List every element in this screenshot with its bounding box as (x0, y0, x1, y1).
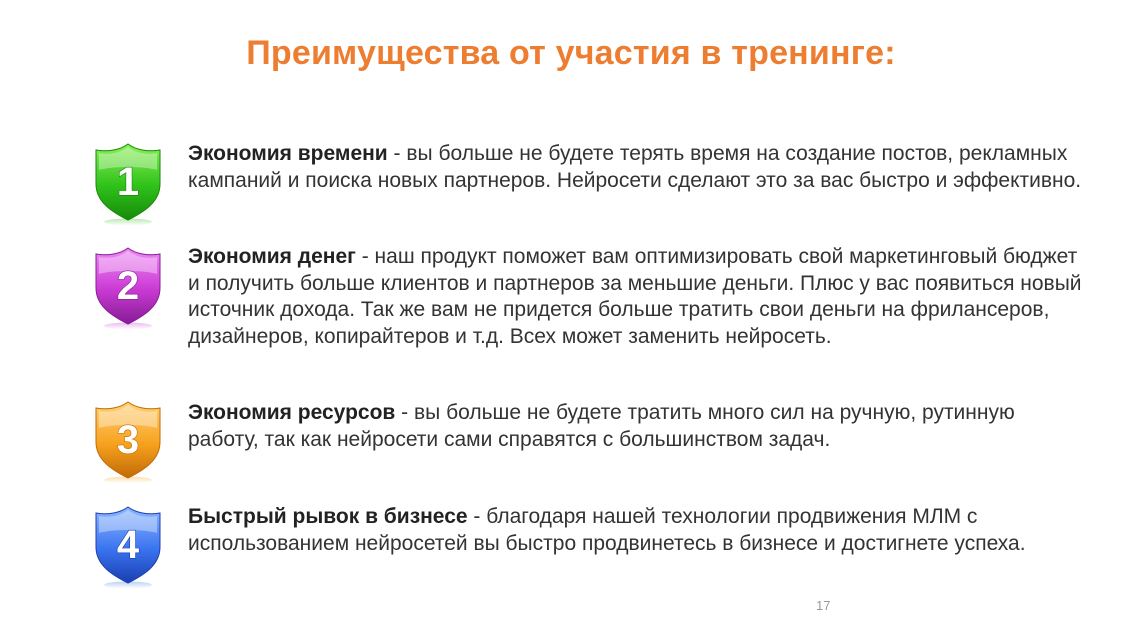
green-shield-icon (92, 140, 164, 226)
benefit-description-1: - вы больше не будете терять время на создание постов, рекламных кампаний и поиска новых партнеров. Нейросети сделают это за вас быстро и эффективно. (188, 142, 1082, 192)
benefit-text-4 (188, 504, 1088, 557)
purple-shield-icon (92, 244, 164, 330)
badge-number: 4 (116, 523, 140, 567)
benefit-description-2: - наш продукт поможет вам оптимизировать свой маркетинговый бюджет и получить больше клиентов и партнеров за меньшие деньги. Плюс у вас появиться новый источник дохода. Так же вам не придется больше тратить свои деньги на фрилансеров, дизайнеров, копирайтеров и т.д. Всех может заменить нейросеть. (188, 245, 1082, 348)
badge-number: 2 (116, 264, 140, 308)
benefit-term-1: Экономия времени (188, 142, 388, 165)
orange-shield-icon (92, 398, 164, 484)
page-number: 17 (816, 598, 831, 613)
benefit-term-3: Экономия ресурсов (188, 401, 396, 424)
benefit-term-2: Экономия денег (188, 245, 356, 268)
benefit-term-4: Быстрый рывок в бизнесе (188, 505, 468, 528)
slide-title: Преимущества от участия в тренинге: (246, 34, 896, 72)
benefit-description-3: - вы больше не будете тратить много сил на ручную, рутинную работу, так как нейросети сами справятся с большинством задач. (188, 401, 1015, 451)
benefit-text-3 (188, 400, 1088, 453)
benefit-text-2 (188, 244, 1088, 350)
blue-shield-icon (92, 503, 164, 589)
badge-number: 1 (116, 160, 140, 204)
benefit-text-1 (188, 141, 1088, 194)
badge-number: 3 (116, 418, 140, 462)
benefit-description-4: - благодаря нашей технологии продвижения МЛМ с использованием нейросетей вы быстро продвинетесь в бизнесе и достигнете успеха. (188, 505, 1026, 555)
